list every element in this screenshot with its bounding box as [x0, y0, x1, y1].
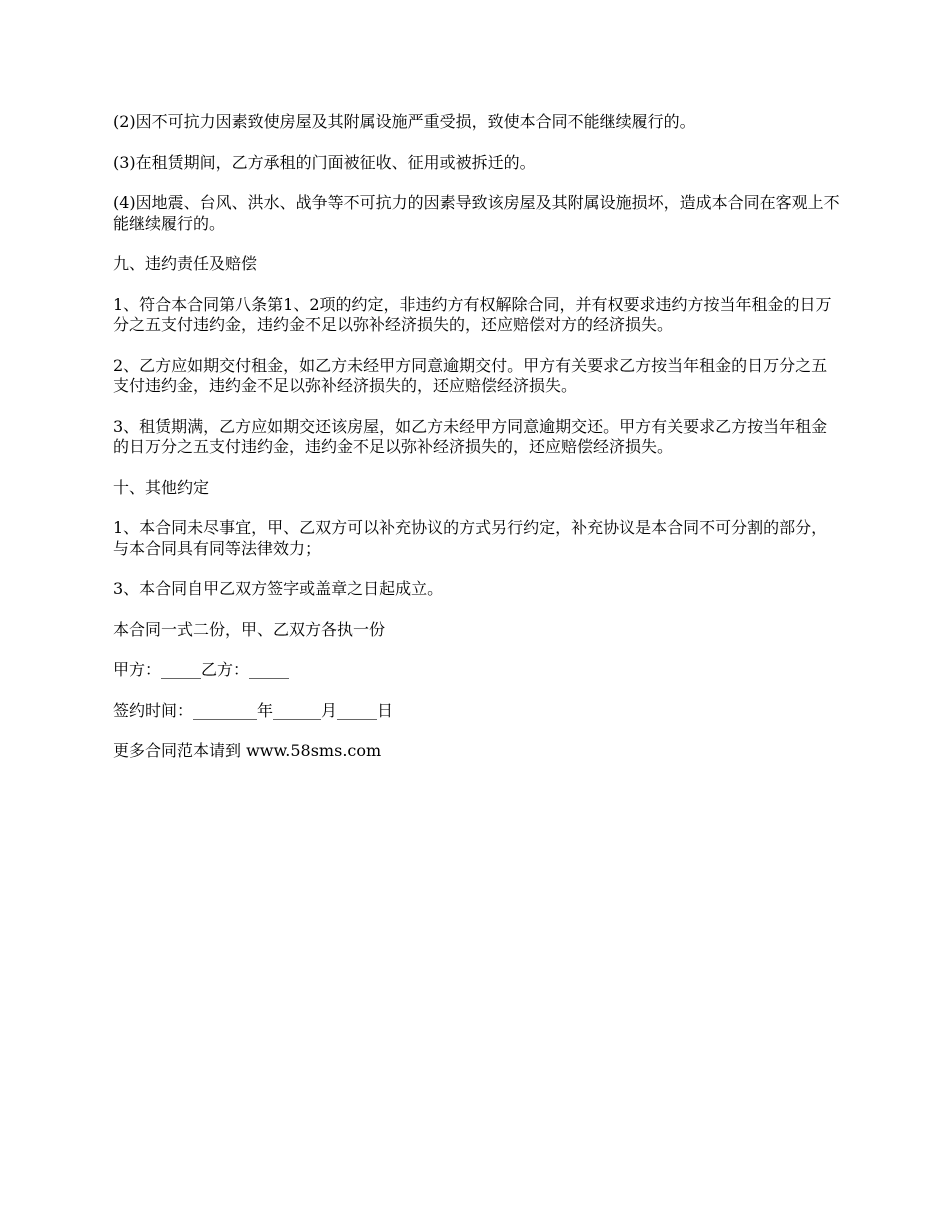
paragraph-other-3: 3、本合同自甲乙双方签字或盖章之日起成立。 [113, 579, 444, 598]
section-heading-other-terms: 十、其他约定 [113, 477, 210, 497]
section-heading-breach-liability: 九、违约责任及赔偿 [113, 254, 258, 273]
paragraph-natural-disaster-4: (4)因地震、台风、洪水、战争等不可抗力的因素导致该房屋及其附属设施损坏，造成本合同在客观上不能继续履行的。 [113, 193, 840, 233]
paragraph-breach-1: 1、符合本合同第八条第1、2项的约定，非违约方有权解除合同，并有权要求违约方按当年租金的日万分之五支付违约金，违约金不足以弥补经济损失的，还应赔偿对方的经济损失。 [113, 294, 832, 334]
paragraph-copies: 本合同一式二份，甲、乙双方各执一份 [113, 619, 386, 639]
signature-parties-line: 甲方：_____乙方：_____ [113, 660, 290, 679]
paragraph-other-1: 1、本合同未尽事宜，甲、乙双方可以补充协议的方式另行约定，补充协议是本合同不可分割的部分，与本合同具有同等法律效力； [113, 518, 828, 558]
document-body [113, 112, 843, 782]
paragraph-breach-2: 2、乙方应如期交付租金，如乙方未经甲方同意逾期交付。甲方有关要求乙方按当年租金的日万分之五支付违约金，违约金不足以弥补经济损失的，还应赔偿经济损失。 [113, 355, 828, 395]
signing-date-line: 签约时间：________年______月_____日 [113, 700, 394, 720]
paragraph-breach-3: 3、租赁期满，乙方应如期交还该房屋，如乙方未经甲方同意逾期交还。甲方有关要求乙方按当年租金的日万分之五支付违约金，违约金不足以弥补经济损失的，还应赔偿经济损失。 [113, 416, 828, 456]
footer-more-templates: 更多合同范本请到 www.58sms.com [113, 741, 382, 760]
paragraph-expropriation-3: (3)在租赁期间，乙方承租的门面被征收、征用或被拆迁的。 [113, 152, 536, 172]
paragraph-force-majeure-2: (2)因不可抗力因素致使房屋及其附属设施严重受损，致使本合同不能继续履行的。 [113, 112, 696, 131]
